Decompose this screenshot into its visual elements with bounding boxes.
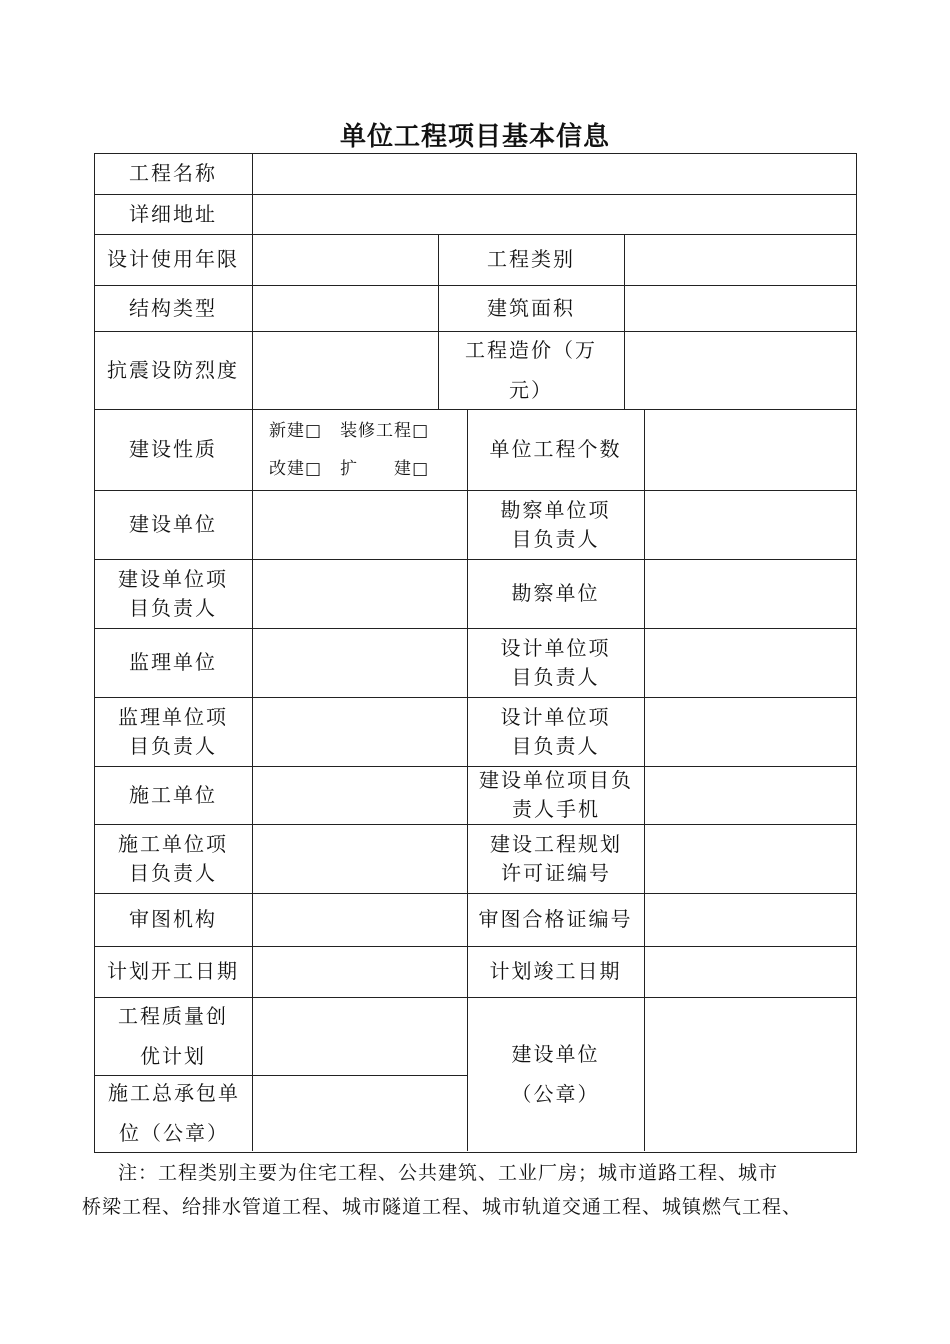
page-title: 单位工程项目基本信息 bbox=[339, 122, 610, 152]
col-divider bbox=[467, 409, 468, 1151]
option-expand[interactable] bbox=[340, 459, 429, 479]
construction-nature-options bbox=[253, 410, 467, 490]
label-owner-seal: 建设单位（公章） bbox=[511, 1042, 600, 1106]
label-planned-start: 计划开工日期 bbox=[107, 959, 239, 983]
label-owner-manager-phone: 建设单位项目负责人手机 bbox=[479, 768, 633, 821]
label-design-life: 设计使用年限 bbox=[107, 247, 239, 271]
label-survey-unit: 勘察单位 bbox=[511, 581, 600, 605]
owner-seal-field[interactable] bbox=[645, 998, 855, 1151]
note-line-2: 桥梁工程、给排水管道工程、城市隧道工程、城市轨道交通工程、城镇燃气工程、 bbox=[82, 1196, 803, 1218]
seismic-intensity-field[interactable] bbox=[253, 332, 438, 409]
option-new-build[interactable] bbox=[269, 421, 322, 441]
label-supervision-unit-manager: 监理单位项目负责人 bbox=[118, 704, 228, 758]
general-contractor-seal-field[interactable] bbox=[253, 1076, 467, 1151]
project-cost-field[interactable] bbox=[625, 332, 855, 409]
owner-unit-field[interactable] bbox=[253, 491, 467, 559]
review-agency-field[interactable] bbox=[253, 894, 467, 946]
owner-manager-phone-field[interactable] bbox=[645, 767, 855, 824]
label-design-unit-manager: 设计单位项目负责人 bbox=[500, 635, 611, 689]
checkbox-icon[interactable]: □ bbox=[305, 459, 323, 479]
label-structure-type: 结构类型 bbox=[129, 295, 217, 320]
survey-unit-manager-field[interactable] bbox=[645, 491, 855, 559]
design-life-field[interactable] bbox=[253, 235, 438, 285]
label-planned-completion: 计划竣工日期 bbox=[489, 959, 622, 983]
design-unit-manager-2-field[interactable] bbox=[645, 698, 855, 766]
supervision-unit-field[interactable] bbox=[253, 629, 467, 697]
label-address: 详细地址 bbox=[129, 201, 217, 226]
planned-completion-field[interactable] bbox=[645, 947, 855, 997]
label-construction-nature: 建设性质 bbox=[129, 437, 217, 461]
contractor-unit-field[interactable] bbox=[253, 767, 467, 824]
label-survey-unit-manager: 勘察单位项目负责人 bbox=[500, 497, 611, 551]
option-new-build-label: 新建 bbox=[269, 421, 305, 441]
label-review-cert-no: 审图合格证编号 bbox=[478, 907, 633, 931]
planned-start-field[interactable] bbox=[253, 947, 467, 997]
label-contractor-unit: 施工单位 bbox=[129, 782, 217, 807]
label-owner-unit: 建设单位 bbox=[129, 512, 217, 536]
label-quality-plan: 工程质量创优计划 bbox=[118, 1004, 228, 1068]
checkbox-icon[interactable]: □ bbox=[412, 459, 430, 479]
planning-permit-no-field[interactable] bbox=[645, 825, 855, 893]
checkbox-icon[interactable]: □ bbox=[305, 421, 323, 441]
label-project-name: 工程名称 bbox=[129, 161, 217, 185]
option-rebuild[interactable] bbox=[269, 459, 322, 479]
contractor-unit-manager-field[interactable] bbox=[253, 825, 467, 893]
label-review-agency: 审图机构 bbox=[129, 907, 217, 931]
review-cert-no-field[interactable] bbox=[645, 894, 855, 946]
project-name-field[interactable] bbox=[253, 154, 855, 194]
building-area-field[interactable] bbox=[625, 286, 855, 331]
address-field[interactable] bbox=[253, 195, 855, 234]
survey-unit-field[interactable] bbox=[645, 560, 855, 628]
note-line-1: 注：工程类别主要为住宅工程、公共建筑、工业厂房；城市道路工程、城市 bbox=[118, 1162, 779, 1184]
structure-type-field[interactable] bbox=[253, 286, 438, 331]
quality-plan-field[interactable] bbox=[253, 998, 467, 1075]
option-rebuild-label: 改建 bbox=[269, 459, 305, 479]
label-building-area: 建筑面积 bbox=[487, 295, 575, 320]
label-supervision-unit: 监理单位 bbox=[129, 650, 217, 674]
checkbox-icon[interactable]: □ bbox=[412, 421, 430, 441]
label-project-cost: 工程造价（万元） bbox=[465, 338, 597, 402]
design-unit-manager-field[interactable] bbox=[645, 629, 855, 697]
label-unit-project-count: 单位工程个数 bbox=[489, 437, 622, 461]
option-expand-label: 扩 建 bbox=[340, 459, 413, 479]
option-renovation-label: 装修工程 bbox=[340, 421, 413, 441]
label-seismic-intensity: 抗震设防烈度 bbox=[107, 357, 239, 382]
project-category-field[interactable] bbox=[625, 235, 855, 285]
nature-options-row-2 bbox=[269, 450, 429, 488]
label-design-unit-manager-2: 设计单位项目负责人 bbox=[500, 704, 611, 758]
owner-unit-manager-field[interactable] bbox=[253, 560, 467, 628]
unit-project-count-field[interactable] bbox=[645, 410, 855, 490]
label-owner-unit-manager: 建设单位项目负责人 bbox=[118, 566, 228, 620]
label-contractor-unit-manager: 施工单位项目负责人 bbox=[118, 831, 228, 885]
label-general-contractor-seal: 施工总承包单位（公章） bbox=[108, 1081, 240, 1145]
nature-options-row-1 bbox=[269, 412, 429, 450]
label-project-category: 工程类别 bbox=[487, 247, 575, 271]
label-planning-permit-no: 建设工程规划许可证编号 bbox=[490, 831, 622, 885]
option-renovation[interactable] bbox=[340, 421, 429, 441]
supervision-unit-manager-field[interactable] bbox=[253, 698, 467, 766]
